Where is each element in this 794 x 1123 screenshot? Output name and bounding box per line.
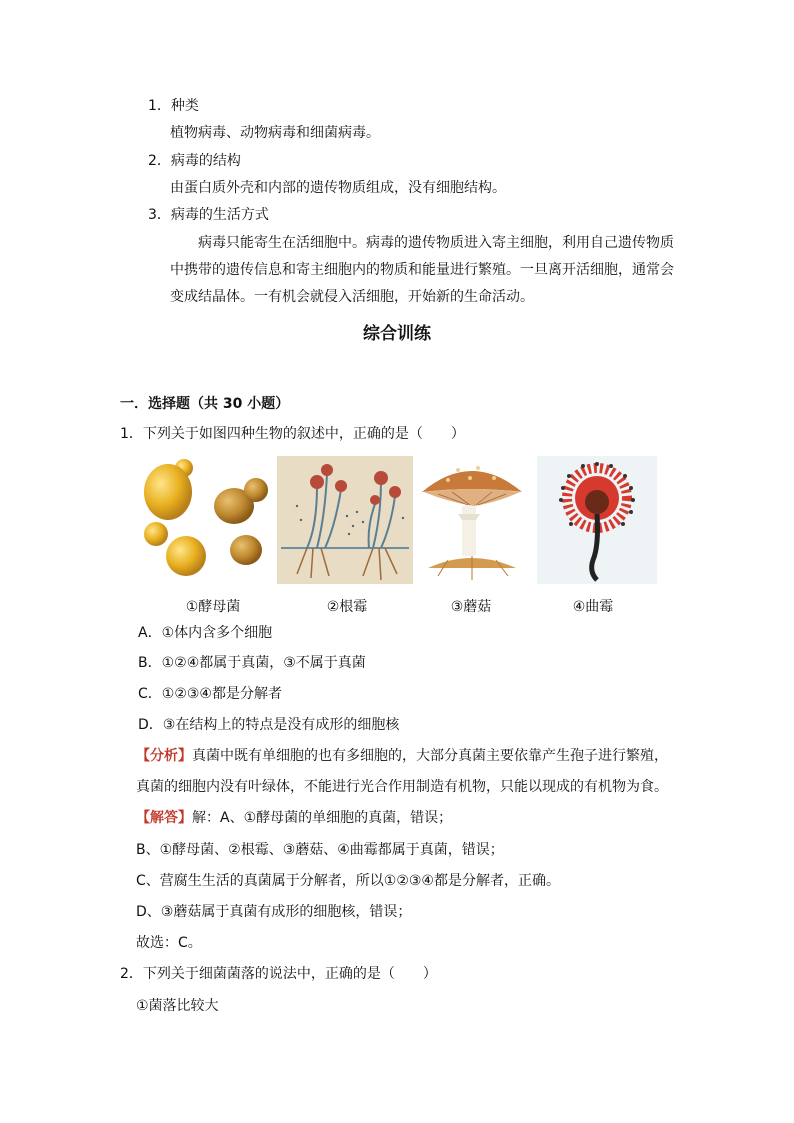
mushroom-image bbox=[418, 456, 526, 584]
aspergillus-image bbox=[537, 456, 657, 584]
answer-line3: C、营腐生生活的真菌属于分解者，所以①②③④都是分解者，正确。 bbox=[136, 873, 560, 889]
option-c: C．①②③④都是分解者 bbox=[138, 686, 282, 702]
analysis-line1 bbox=[136, 746, 668, 766]
answer-tag: 【解答】 bbox=[136, 810, 192, 826]
option-d: D．③在结构上的特点是没有成形的细胞核 bbox=[138, 717, 400, 733]
rhizopus-image bbox=[277, 456, 413, 584]
analysis-line2: 真菌的细胞内没有叶绿体，不能进行光合作用制造有机物，只能以现成的有机物为食。 bbox=[136, 779, 668, 795]
yeast-image bbox=[138, 456, 273, 584]
question-2-stem: 2．下列关于细菌菌落的说法中，正确的是（ ） bbox=[120, 966, 437, 982]
caption-aspergillus: ④曲霉 bbox=[572, 599, 614, 615]
caption-mushroom: ③蘑菇 bbox=[450, 599, 492, 615]
caption-rhizopus: ②根霉 bbox=[326, 599, 368, 615]
section-3-body-line3: 变成结晶体。一有机会就侵入活细胞，开始新的生命活动。 bbox=[170, 289, 534, 305]
section-2-title: 2．病毒的结构 bbox=[148, 153, 241, 169]
section-1-body: 植物病毒、动物病毒和细菌病毒。 bbox=[170, 125, 380, 141]
part-heading: 一．选择题（共 30 小题） bbox=[120, 396, 290, 412]
section-3-body-line2: 中携带的遗传信息和寄主细胞内的物质和能量进行繁殖。一旦离开活细胞，通常会 bbox=[170, 262, 674, 278]
question-2-item-1: ①菌落比较大 bbox=[136, 998, 219, 1014]
section-2-body: 由蛋白质外壳和内部的遗传物质组成，没有细胞结构。 bbox=[170, 180, 506, 196]
answer-line1 bbox=[136, 808, 452, 828]
option-b: B．①②④都属于真菌，③不属于真菌 bbox=[138, 655, 366, 671]
answer-text-1: 解：A、①酵母菌的单细胞的真菌，错误； bbox=[192, 810, 453, 826]
answer-choice: 故选：C。 bbox=[136, 935, 202, 951]
section-title: 综合训练 bbox=[363, 324, 431, 344]
question-1-stem: 1．下列关于如图四种生物的叙述中，正确的是（ ） bbox=[120, 426, 465, 442]
section-3-body-line1: 病毒只能寄生在活细胞中。病毒的遗传物质进入寄主细胞，利用自己遗传物质 bbox=[198, 235, 674, 251]
analysis-tag: 【分析】 bbox=[136, 748, 192, 764]
option-a: A．①体内含多个细胞 bbox=[138, 625, 273, 641]
answer-line2: B、①酵母菌、②根霉、③蘑菇、④曲霉都属于真菌，错误； bbox=[136, 842, 504, 858]
answer-line4: D、③蘑菇属于真菌有成形的细胞核，错误； bbox=[136, 904, 412, 920]
section-1-title: 1．种类 bbox=[148, 98, 199, 114]
caption-yeast: ①酵母菌 bbox=[185, 599, 241, 615]
analysis-text-1: 真菌中既有单细胞的也有多细胞的，大部分真菌主要依靠产生孢子进行繁殖， bbox=[192, 748, 668, 764]
section-3-title: 3．病毒的生活方式 bbox=[148, 207, 269, 223]
